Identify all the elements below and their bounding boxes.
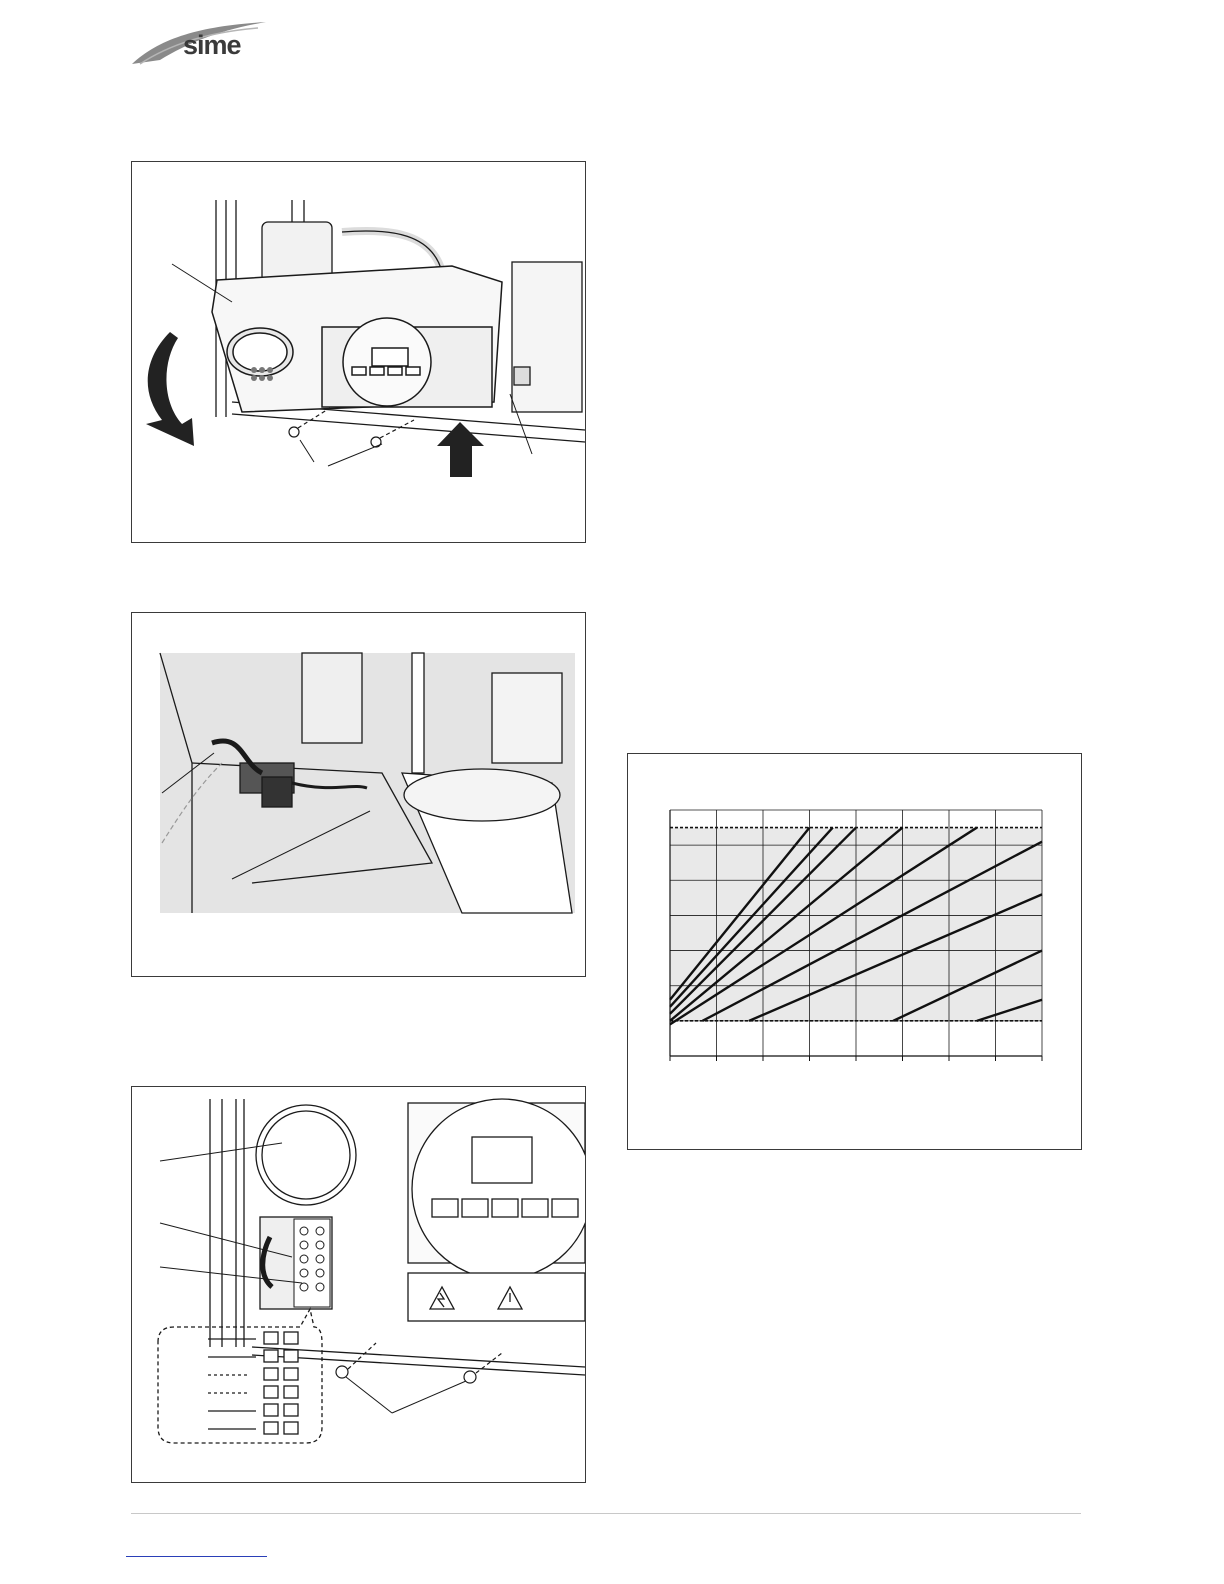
screw-icon: [336, 1343, 502, 1383]
terminal-block-icon: [294, 1219, 330, 1307]
brand-logo: sime: [183, 30, 241, 60]
terminal-legend-callout: [158, 1309, 322, 1443]
control-panel-housing: [212, 266, 502, 412]
figure-terminal-board: [131, 1086, 586, 1483]
footer-rule: [131, 1513, 1081, 1514]
figure-panel-tilt: [131, 161, 586, 543]
figure-cable-connector: [131, 612, 586, 977]
figure-pump-curve-chart: [627, 753, 1082, 1150]
arrow-down-curved-icon: [146, 332, 194, 446]
pump-chart: [628, 754, 1081, 1149]
footer-link-underline[interactable]: [126, 1556, 267, 1557]
